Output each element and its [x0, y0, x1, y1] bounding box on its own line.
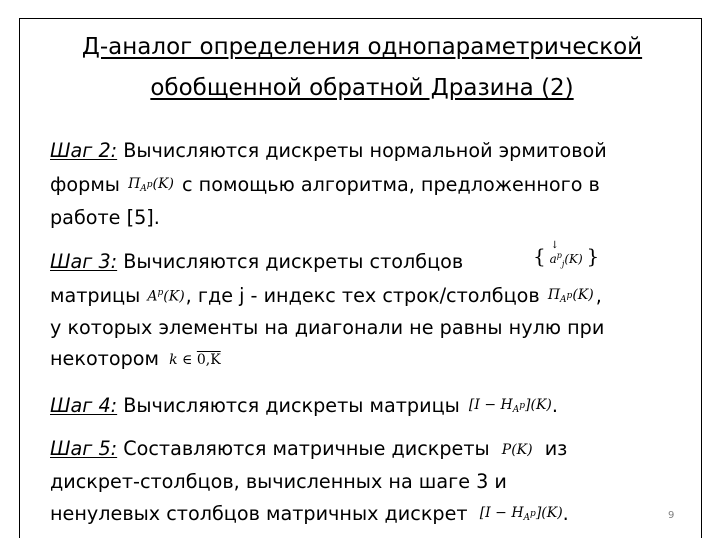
step3-line-4 — [50, 345, 221, 373]
step5-line-3 — [50, 500, 569, 528]
step3-text-2b: , где j - индекс тех строк/столбцов — [185, 284, 540, 307]
step5-text-1: Составляются матричные дискреты — [117, 437, 490, 460]
step5-line-2: дискрет-столбцов, вычисленных на шаге 3 и — [50, 470, 507, 493]
step2-label: Шаг 2: — [50, 139, 118, 162]
step5-label: Шаг 5: — [50, 437, 118, 460]
step4-line-1 — [50, 392, 558, 420]
step3-text-2a: матрицы — [50, 284, 141, 307]
step2-line-2 — [50, 171, 600, 199]
step3-text-4: некотором — [50, 347, 159, 370]
step3-formula-k: k ∈ 0,K — [169, 351, 221, 368]
page-number: 9 — [668, 510, 675, 521]
slide-title-line-2: обобщенной обратной Дразина (2) — [150, 75, 574, 101]
step2-formula-pi: $\Pi_{A^p}(K)$ — [128, 175, 174, 195]
step4-text-1: Вычисляются дискреты матрицы — [117, 394, 460, 417]
step5-line-1 — [50, 435, 567, 463]
step3-formula-columns: { a ↓ $^p_j$(K) } — [533, 240, 600, 269]
step3-formula-pi: $\Pi_{A^p}(K)$ — [547, 286, 594, 306]
step5-formula: $[I - H_{A^p}](K)$ — [479, 504, 563, 524]
step2-line-1 — [50, 137, 607, 165]
step3-line-3: у которых элементы на диагонали не равны нулю при — [50, 316, 605, 339]
step3-label: Шаг 3: — [50, 250, 118, 273]
step2-text-2b: с помощью алгоритма, предложенного в — [175, 173, 600, 196]
slide-title-line-1: Д-аналог определения однопараметрической — [81, 34, 643, 60]
step3-line-2 — [50, 282, 602, 310]
step5-text-3-end: . — [562, 502, 569, 525]
step5-text-3: ненулевых столбцов матричных дискрет — [50, 502, 468, 525]
step4-text-end: . — [551, 394, 558, 417]
step3-formula-matrix: $A^p(K)$ — [147, 288, 185, 305]
step2-text-1: Вычисляются дискреты нормальной эрмитовой — [117, 139, 607, 162]
step2-line-3: работе [5]. — [50, 206, 160, 229]
step3-text-2c: , — [595, 284, 602, 307]
step3-line-1 — [50, 248, 463, 276]
step4-label: Шаг 4: — [50, 394, 118, 417]
step4-formula: $[I - H_{A^p}](K)$ — [468, 396, 552, 416]
step5-formula-p: P(K) — [501, 441, 533, 458]
step3-text-1: Вычисляются дискреты столбцов — [117, 250, 464, 273]
step2-text-2a: формы — [50, 173, 120, 196]
step5-text-1-end: из — [538, 437, 568, 460]
